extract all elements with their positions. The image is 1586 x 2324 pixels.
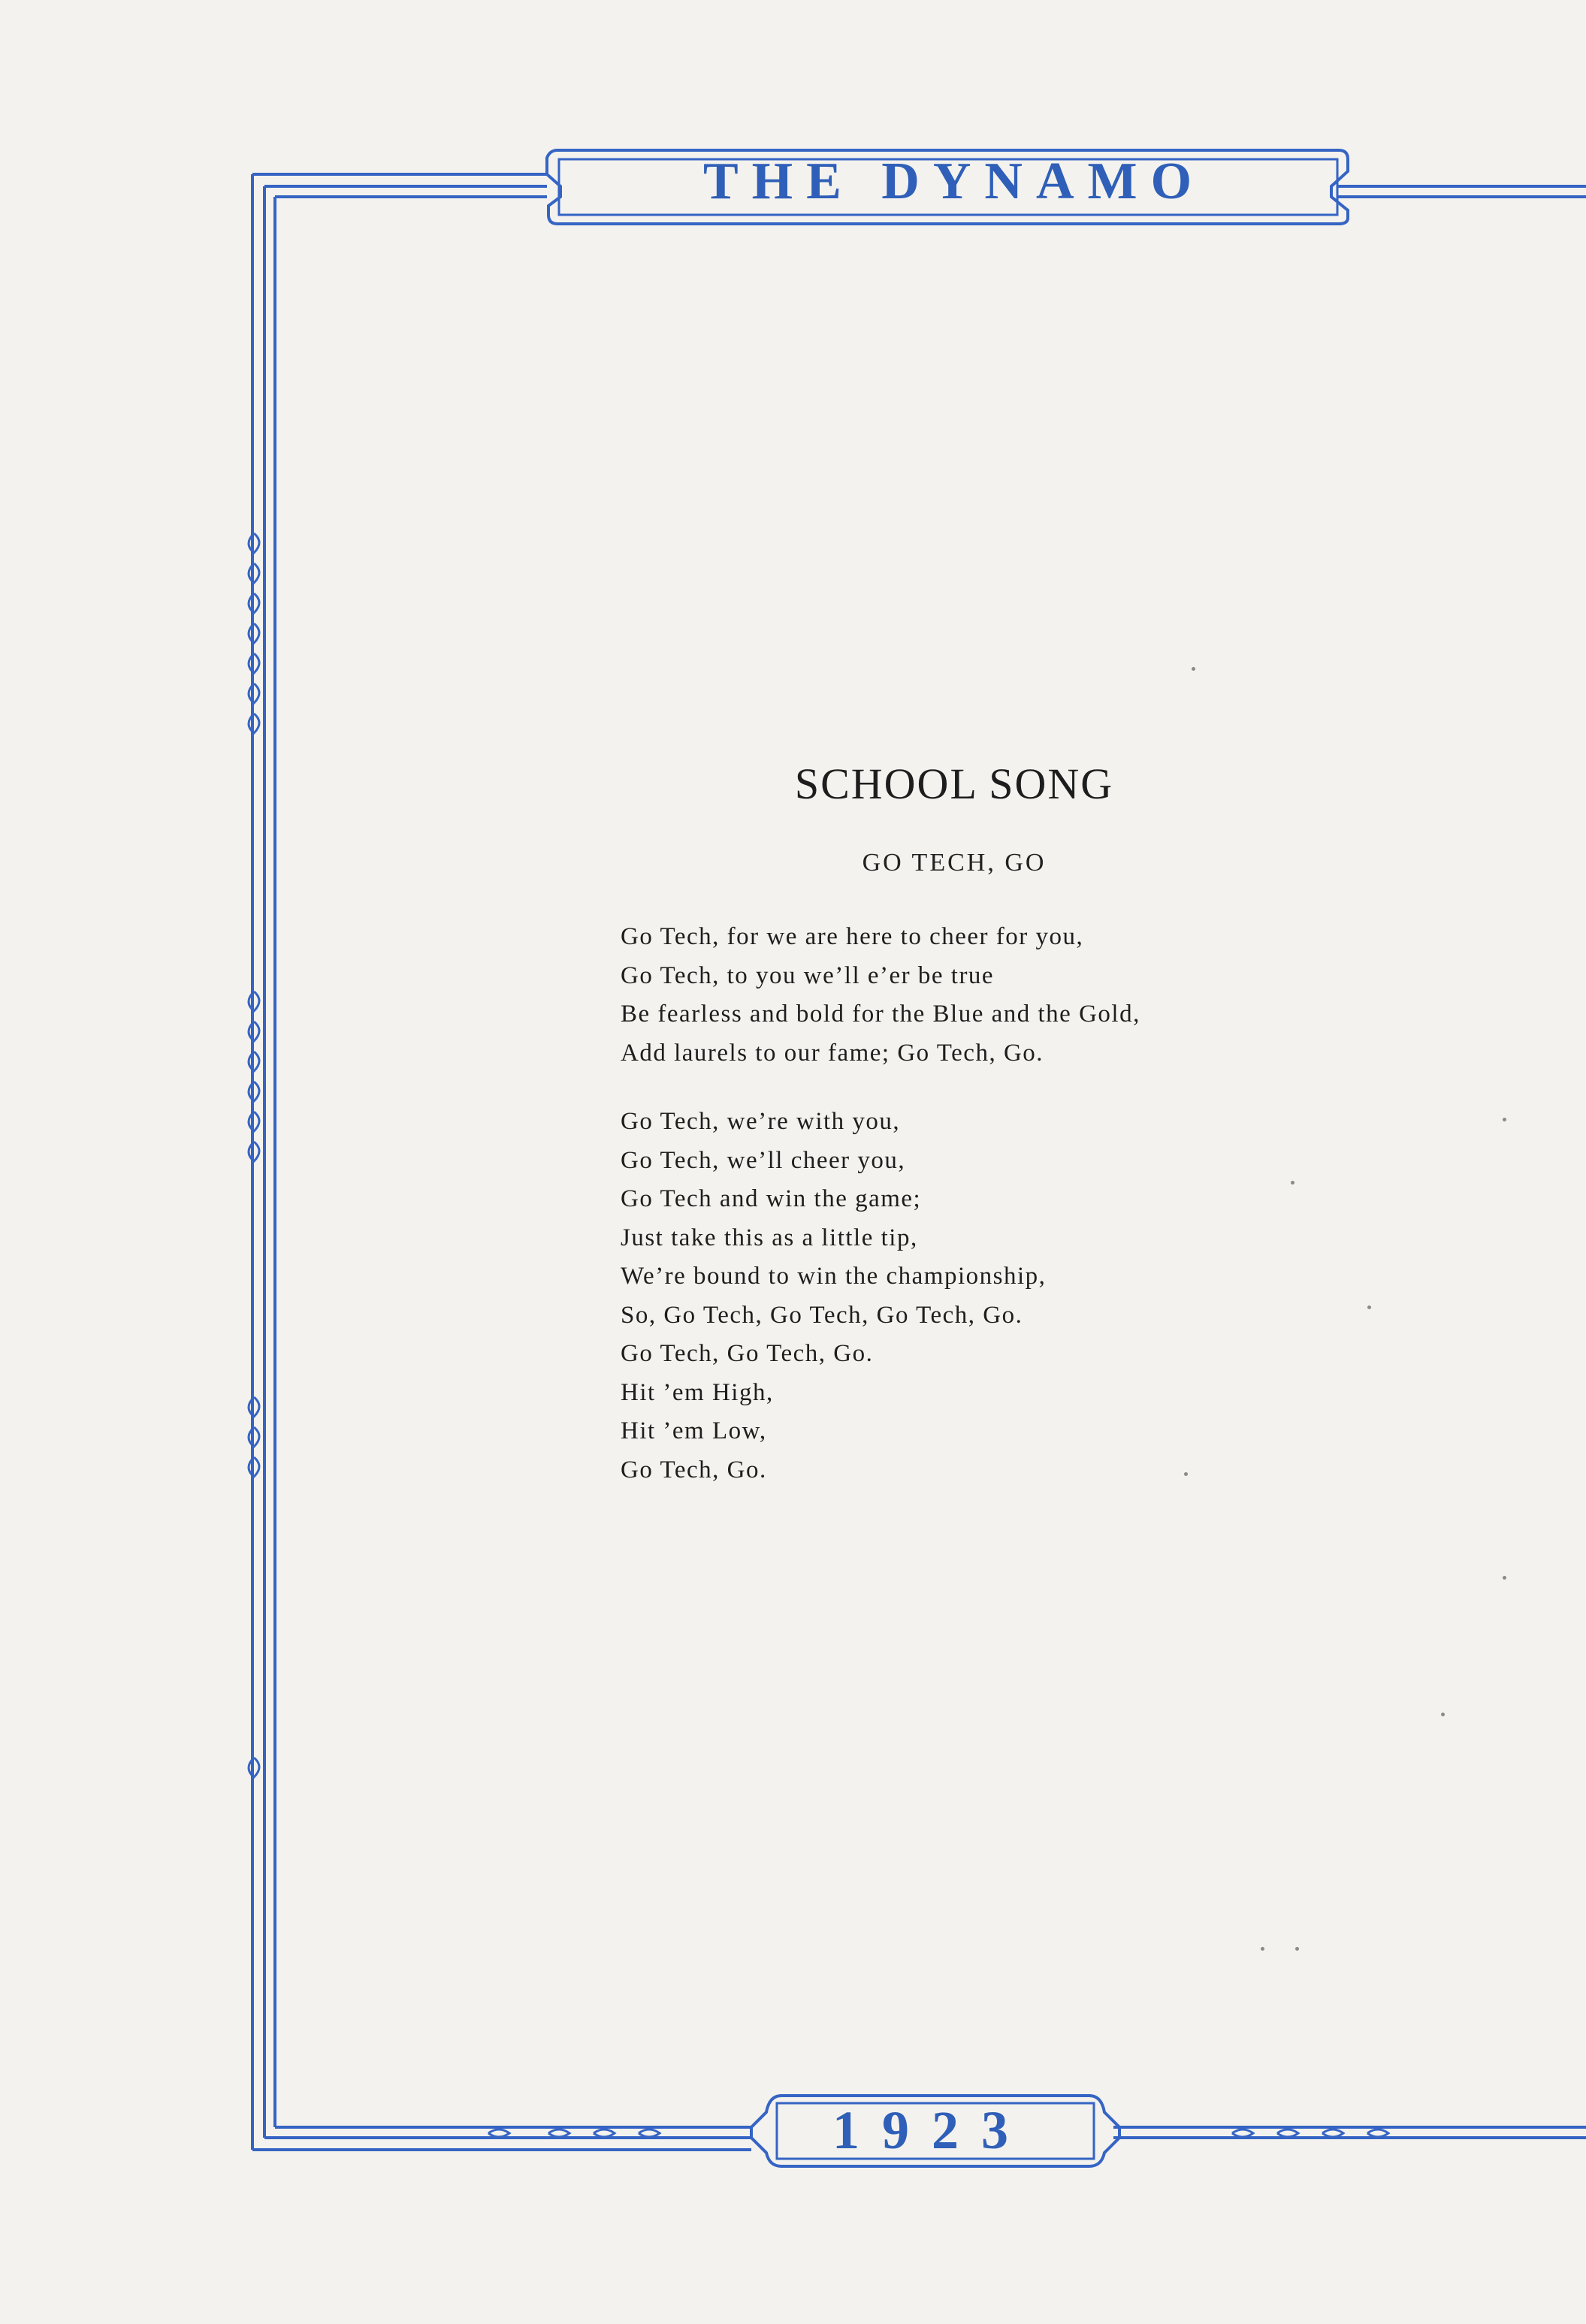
verse-line: We’re bound to win the championship, bbox=[621, 1263, 1047, 1290]
song-subtitle: GO TECH, GO bbox=[862, 849, 1047, 877]
verse-line: Just take this as a little tip, bbox=[621, 1224, 918, 1251]
paper-speck bbox=[1261, 1947, 1264, 1951]
verse-line: Hit ’em High, bbox=[621, 1378, 774, 1406]
verse-2 bbox=[621, 1103, 1372, 1489]
verse-line: Go Tech, to you we’ll e’er be true bbox=[621, 961, 995, 989]
running-header-title: THE DYNAMO bbox=[702, 152, 1206, 210]
song-title: SCHOOL SONG bbox=[794, 759, 1114, 808]
paper-speck bbox=[1503, 1576, 1506, 1580]
verse-1 bbox=[621, 918, 1372, 1073]
verse-line: So, Go Tech, Go Tech, Go Tech, Go. bbox=[621, 1301, 1023, 1329]
verse-line: Go Tech, for we are here to cheer for you, bbox=[621, 923, 1084, 950]
verse-line: Go Tech, Go. bbox=[621, 1456, 767, 1483]
verse-line: Hit ’em Low, bbox=[621, 1417, 767, 1444]
paper-speck bbox=[1184, 1472, 1188, 1476]
verse-line: Be fearless and bold for the Blue and the Gold, bbox=[621, 1001, 1140, 1028]
paper-speck bbox=[1291, 1181, 1294, 1185]
paper-speck bbox=[1367, 1305, 1371, 1309]
running-footer-year: 1923 bbox=[832, 2099, 1031, 2160]
paper-speck bbox=[1503, 1118, 1506, 1121]
verse-line: Go Tech, we’re with you, bbox=[621, 1108, 901, 1135]
verse-line: Go Tech, we’ll cheer you, bbox=[621, 1146, 906, 1174]
verse-line: Go Tech, Go Tech, Go. bbox=[621, 1340, 874, 1367]
paper-speck bbox=[1192, 667, 1195, 671]
verse-line: Go Tech and win the game; bbox=[621, 1185, 922, 1212]
verse-line: Add laurels to our fame; Go Tech, Go. bbox=[621, 1039, 1044, 1067]
paper-speck bbox=[1295, 1947, 1299, 1951]
paper-speck bbox=[1441, 1713, 1445, 1716]
